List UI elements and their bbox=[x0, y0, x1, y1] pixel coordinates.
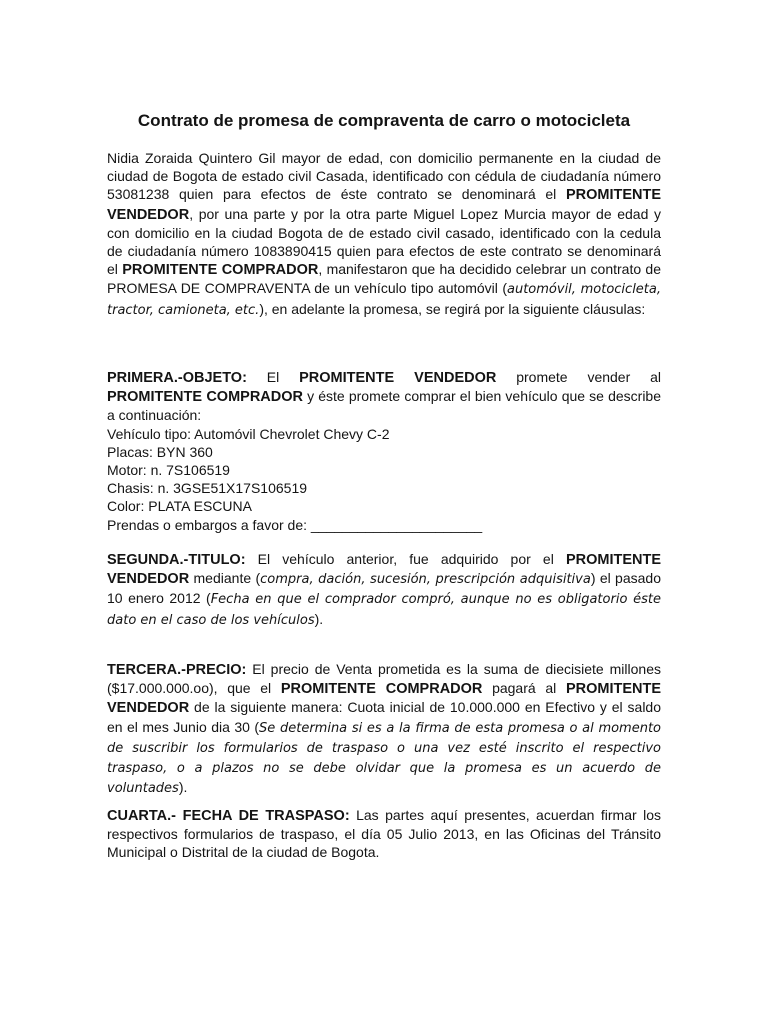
intro-paragraph bbox=[107, 149, 661, 320]
intro-bold-comprador: PROMITENTE COMPRADOR bbox=[122, 262, 319, 279]
tercera-text-4: ). bbox=[178, 779, 188, 796]
cuarta-heading: CUARTA.- FECHA DE TRASPASO: bbox=[107, 808, 350, 824]
cuarta-text-1: Las partes aquí presentes, acuerdan firmar los respectivos formularios de traspaso, el día 05 Julio 2013, en las Oficinas del Tránsito Municipal o Distrital de la ciudad de Bogota. bbox=[107, 807, 661, 861]
motor-line: Motor: n. 7S106519 bbox=[107, 462, 230, 479]
primera-bold-comprador: PROMITENTE COMPRADOR bbox=[107, 389, 303, 406]
segunda-text-4: ). bbox=[314, 610, 324, 627]
intro-bold-vendedor: PROMITENTE VENDEDOR bbox=[107, 187, 661, 223]
chassis-line: Chasis: n. 3GSE51X17S106519 bbox=[107, 480, 308, 497]
segunda-text-2: mediante ( bbox=[189, 570, 261, 587]
tercera-text-3: de la siguiente manera: Cuota inicial de 10.000.000 en Efectivo y el saldo en el mes Junio dia 30 ( bbox=[107, 699, 661, 735]
tercera-text-1: El precio de Venta prometida es la suma de diecisiete millones ($17.000.000.oo), que el bbox=[107, 661, 661, 697]
primera-bold-vendedor: PROMITENTE VENDEDOR bbox=[299, 370, 497, 386]
intro-text-3: , manifestaron que ha decidido celebrar un contrato de PROMESA DE COMPRAVENTA de un vehículo tipo automóvil ( bbox=[107, 261, 661, 297]
primera-heading: PRIMERA.-OBJETO: bbox=[107, 370, 247, 386]
color-line: Color: PLATA ESCUNA bbox=[107, 498, 252, 515]
segunda-italic-modes: compra, dación, sucesión, prescripción adquisitiva bbox=[260, 572, 591, 588]
tercera-text-2: pagará al bbox=[482, 680, 566, 697]
tercera-bold-vendedor: PROMITENTE VENDEDOR bbox=[107, 681, 661, 717]
segunda-text-1: El vehículo anterior, fue adquirido por el bbox=[245, 551, 566, 567]
segunda-text-3: ) el pasado 10 enero 2012 ( bbox=[107, 570, 661, 607]
liens-line: Prendas o embargos a favor de: ______________________ bbox=[107, 516, 483, 533]
tercera-italic-note: Se determina si es a la firma de esta promesa o al momento de suscribir los formularios de traspaso o una vez esté inscrito el respectivo traspaso, o a plazos no se debe olvidar que la promesa es un acuerdo de voluntades bbox=[107, 720, 662, 797]
primera-text-1: El bbox=[246, 369, 300, 385]
segunda-bold-vendedor: PROMITENTE VENDEDOR bbox=[107, 552, 661, 588]
intro-text-2: , por una parte y por la otra parte Miguel Lopez Murcia mayor de edad y con domicilio en la ciudad Bogota de de estado civil casado, identificado con la cedula de ciudadanía número 1083890415 quien para efectos de este contrato se denominará el bbox=[107, 205, 661, 278]
primera-text-2: promete vender al bbox=[496, 369, 662, 385]
plates-line: Placas: BYN 360 bbox=[107, 443, 213, 460]
tercera-bold-comprador: PROMITENTE COMPRADOR bbox=[280, 681, 483, 698]
vehicle-type-line: Vehículo tipo: Automóvil Chevrolet Chevy C-2 bbox=[107, 425, 390, 442]
intro-text-4: ), en adelante la promesa, se regirá por la siguiente cláusulas: bbox=[259, 300, 646, 317]
primera-text-3: y éste promete comprar el bien vehículo que se describe a continuación: bbox=[107, 388, 662, 424]
intro-text-1: Nidia Zoraida Quintero Gil mayor de edad, con domicilio permanente en la ciudad de ciudad de Bogota de estado civil Casada, identificado con cédula de ciudadanía número 53081238 quien para efectos de éste contrato se denominará el bbox=[107, 150, 661, 203]
clause-tercera bbox=[107, 660, 661, 798]
clause-primera bbox=[107, 368, 661, 534]
clause-cuarta bbox=[107, 806, 661, 862]
segunda-heading: SEGUNDA.-TITULO: bbox=[107, 552, 246, 568]
segunda-italic-note: Fecha en que el comprador compró, aunque no es obligatorio éste dato en el caso de los vehículos bbox=[107, 592, 662, 628]
intro-italic-types: automóvil, motocicleta, tractor, camioneta, etc. bbox=[107, 282, 661, 318]
document-title: Contrato de promesa de compraventa de carro o motocicleta bbox=[137, 111, 631, 130]
clause-segunda bbox=[107, 550, 661, 630]
tercera-heading: TERCERA.-PRECIO: bbox=[107, 662, 247, 678]
